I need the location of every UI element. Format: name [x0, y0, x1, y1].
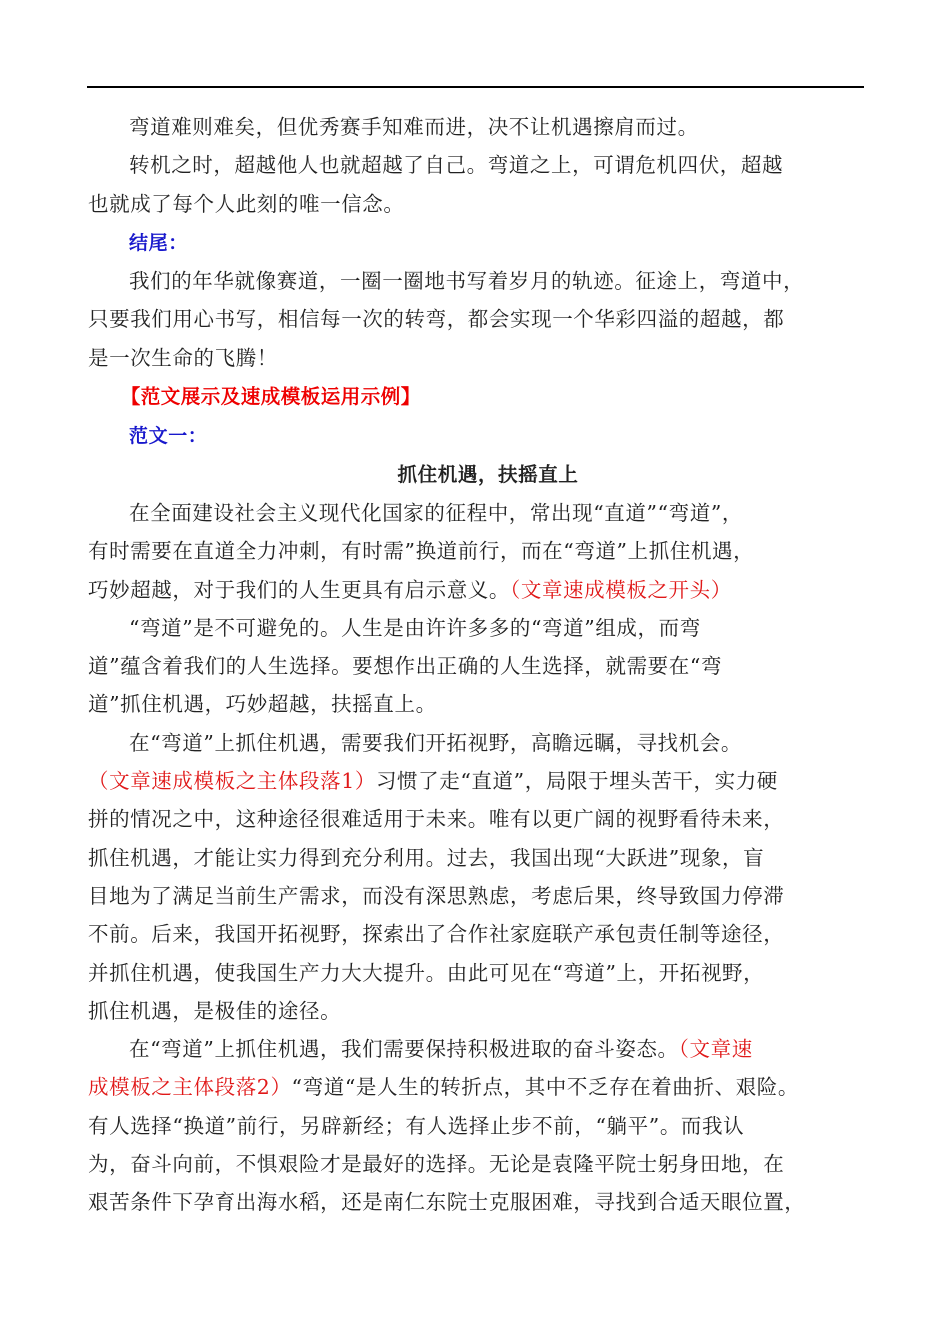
text-line — [88, 1068, 868, 1106]
document-body — [88, 108, 868, 1222]
text-line: 道”抓住机遇，巧妙超越，扶摇直上。 — [88, 692, 437, 717]
text-line: 只要我们用心书写，相信每一次的转弯，都会实现一个华彩四溢的超越，都 — [88, 307, 785, 332]
text-line: 目地为了满足当前生产需求，而没有深思熟虑，考虑后果，终导致国力停滞 — [88, 883, 785, 908]
text-line: 我们的年华就像赛道，一圈一圈地书写着岁月的轨迹。征途上，弯道中， — [129, 269, 805, 294]
text-line: 在全面建设社会主义现代化国家的征程中，常出现“直道”“弯道”， — [129, 500, 744, 525]
text-line: 有人选择“换道”前行，另辟新经；有人选择止步不前，“躺平”。而我认 — [88, 1113, 745, 1138]
text-line: 转机之时，超越他人也就超越了自己。弯道之上，可谓危机四伏，超越 — [129, 153, 784, 178]
text-fragment: 在“弯道”上抓住机遇，我们需要保持积极进取的奋斗姿态。 — [129, 1037, 679, 1062]
essay-paragraph-1 — [88, 494, 868, 609]
text-line: 也就成了每个人此刻的唯一信念。 — [88, 191, 405, 216]
ending-paragraph — [88, 262, 868, 377]
essay-title-row — [88, 456, 868, 494]
text-fragment: “弯道“是人生的转折点，其中不乏存在着曲折、艰险。 — [291, 1075, 800, 1100]
ending-label-row — [88, 223, 868, 262]
template-annotation: 成模板之主体段落2） — [88, 1075, 292, 1100]
text-fragment: 巧妙超越，对于我们的人生更具有启示意义。 — [88, 577, 510, 602]
paragraph — [88, 146, 868, 223]
section-heading-row — [88, 377, 868, 416]
text-line: 为，奋斗向前，不惧艰险才是最好的选择。无论是袁隆平院士躬身田地，在 — [88, 1152, 785, 1177]
text-line: 不前。后来，我国开拓视野，探索出了合作社家庭联产承包责任制等途径， — [88, 922, 785, 947]
text-line: “弯道”是不可避免的。人生是由许许多多的“弯道”组成，而弯 — [129, 615, 701, 640]
text-line — [88, 571, 868, 609]
text-line: 道”蕴含着我们的人生选择。要想作出正确的人生选择，就需要在“弯 — [88, 654, 723, 679]
text-line: 并抓住机遇，使我国生产力大大提升。由此可见在“弯道”上，开拓视野， — [88, 960, 765, 985]
sample-label-row — [88, 416, 868, 455]
paragraph — [88, 108, 868, 146]
text-line: 抓住机遇，是极佳的途径。 — [88, 998, 342, 1023]
text-fragment: 习惯了走“直道”，局限于埋头苦干，实力硬 — [375, 769, 778, 794]
text-line: 拼的情况之中，这种途径很难适用于未来。唯有以更广阔的视野看待未来， — [88, 807, 785, 832]
essay-paragraph-4 — [88, 1030, 868, 1221]
text-line — [88, 1030, 868, 1068]
template-annotation: （文章速成模板之开头） — [510, 577, 732, 602]
sample-label: 范文一： — [129, 425, 208, 448]
text-line: 艰苦条件下孕育出海水稻，还是南仁东院士克服困难，寻找到合适天眼位置， — [88, 1190, 806, 1215]
header-rule — [87, 86, 864, 88]
ending-label: 结尾： — [129, 231, 188, 254]
text-line: 弯道难则难矣，但优秀赛手知难而进，决不让机遇擦肩而过。 — [129, 115, 699, 139]
text-line: 有时需要在直道全力冲刺，有时需”换道前行，而在“弯道”上抓住机遇， — [88, 539, 755, 564]
template-annotation: （文章速成模板之主体段落1） — [88, 769, 376, 794]
text-line: 是一次生命的飞腾！ — [88, 345, 278, 370]
text-line: 抓住机遇，才能让实力得到充分利用。过去，我国出现“大跃进”现象，盲 — [88, 845, 765, 870]
template-annotation: （文章速 — [678, 1037, 753, 1062]
essay-paragraph-3 — [88, 724, 868, 1030]
text-line: 在“弯道”上抓住机遇，需要我们开拓视野，高瞻远瞩，寻找机会。 — [129, 730, 742, 755]
essay-paragraph-2 — [88, 609, 868, 724]
text-line — [88, 762, 868, 800]
essay-title: 抓住机遇，扶摇直上 — [397, 462, 579, 486]
section-heading: 【范文展示及速成模板运用示例】 — [120, 385, 421, 409]
